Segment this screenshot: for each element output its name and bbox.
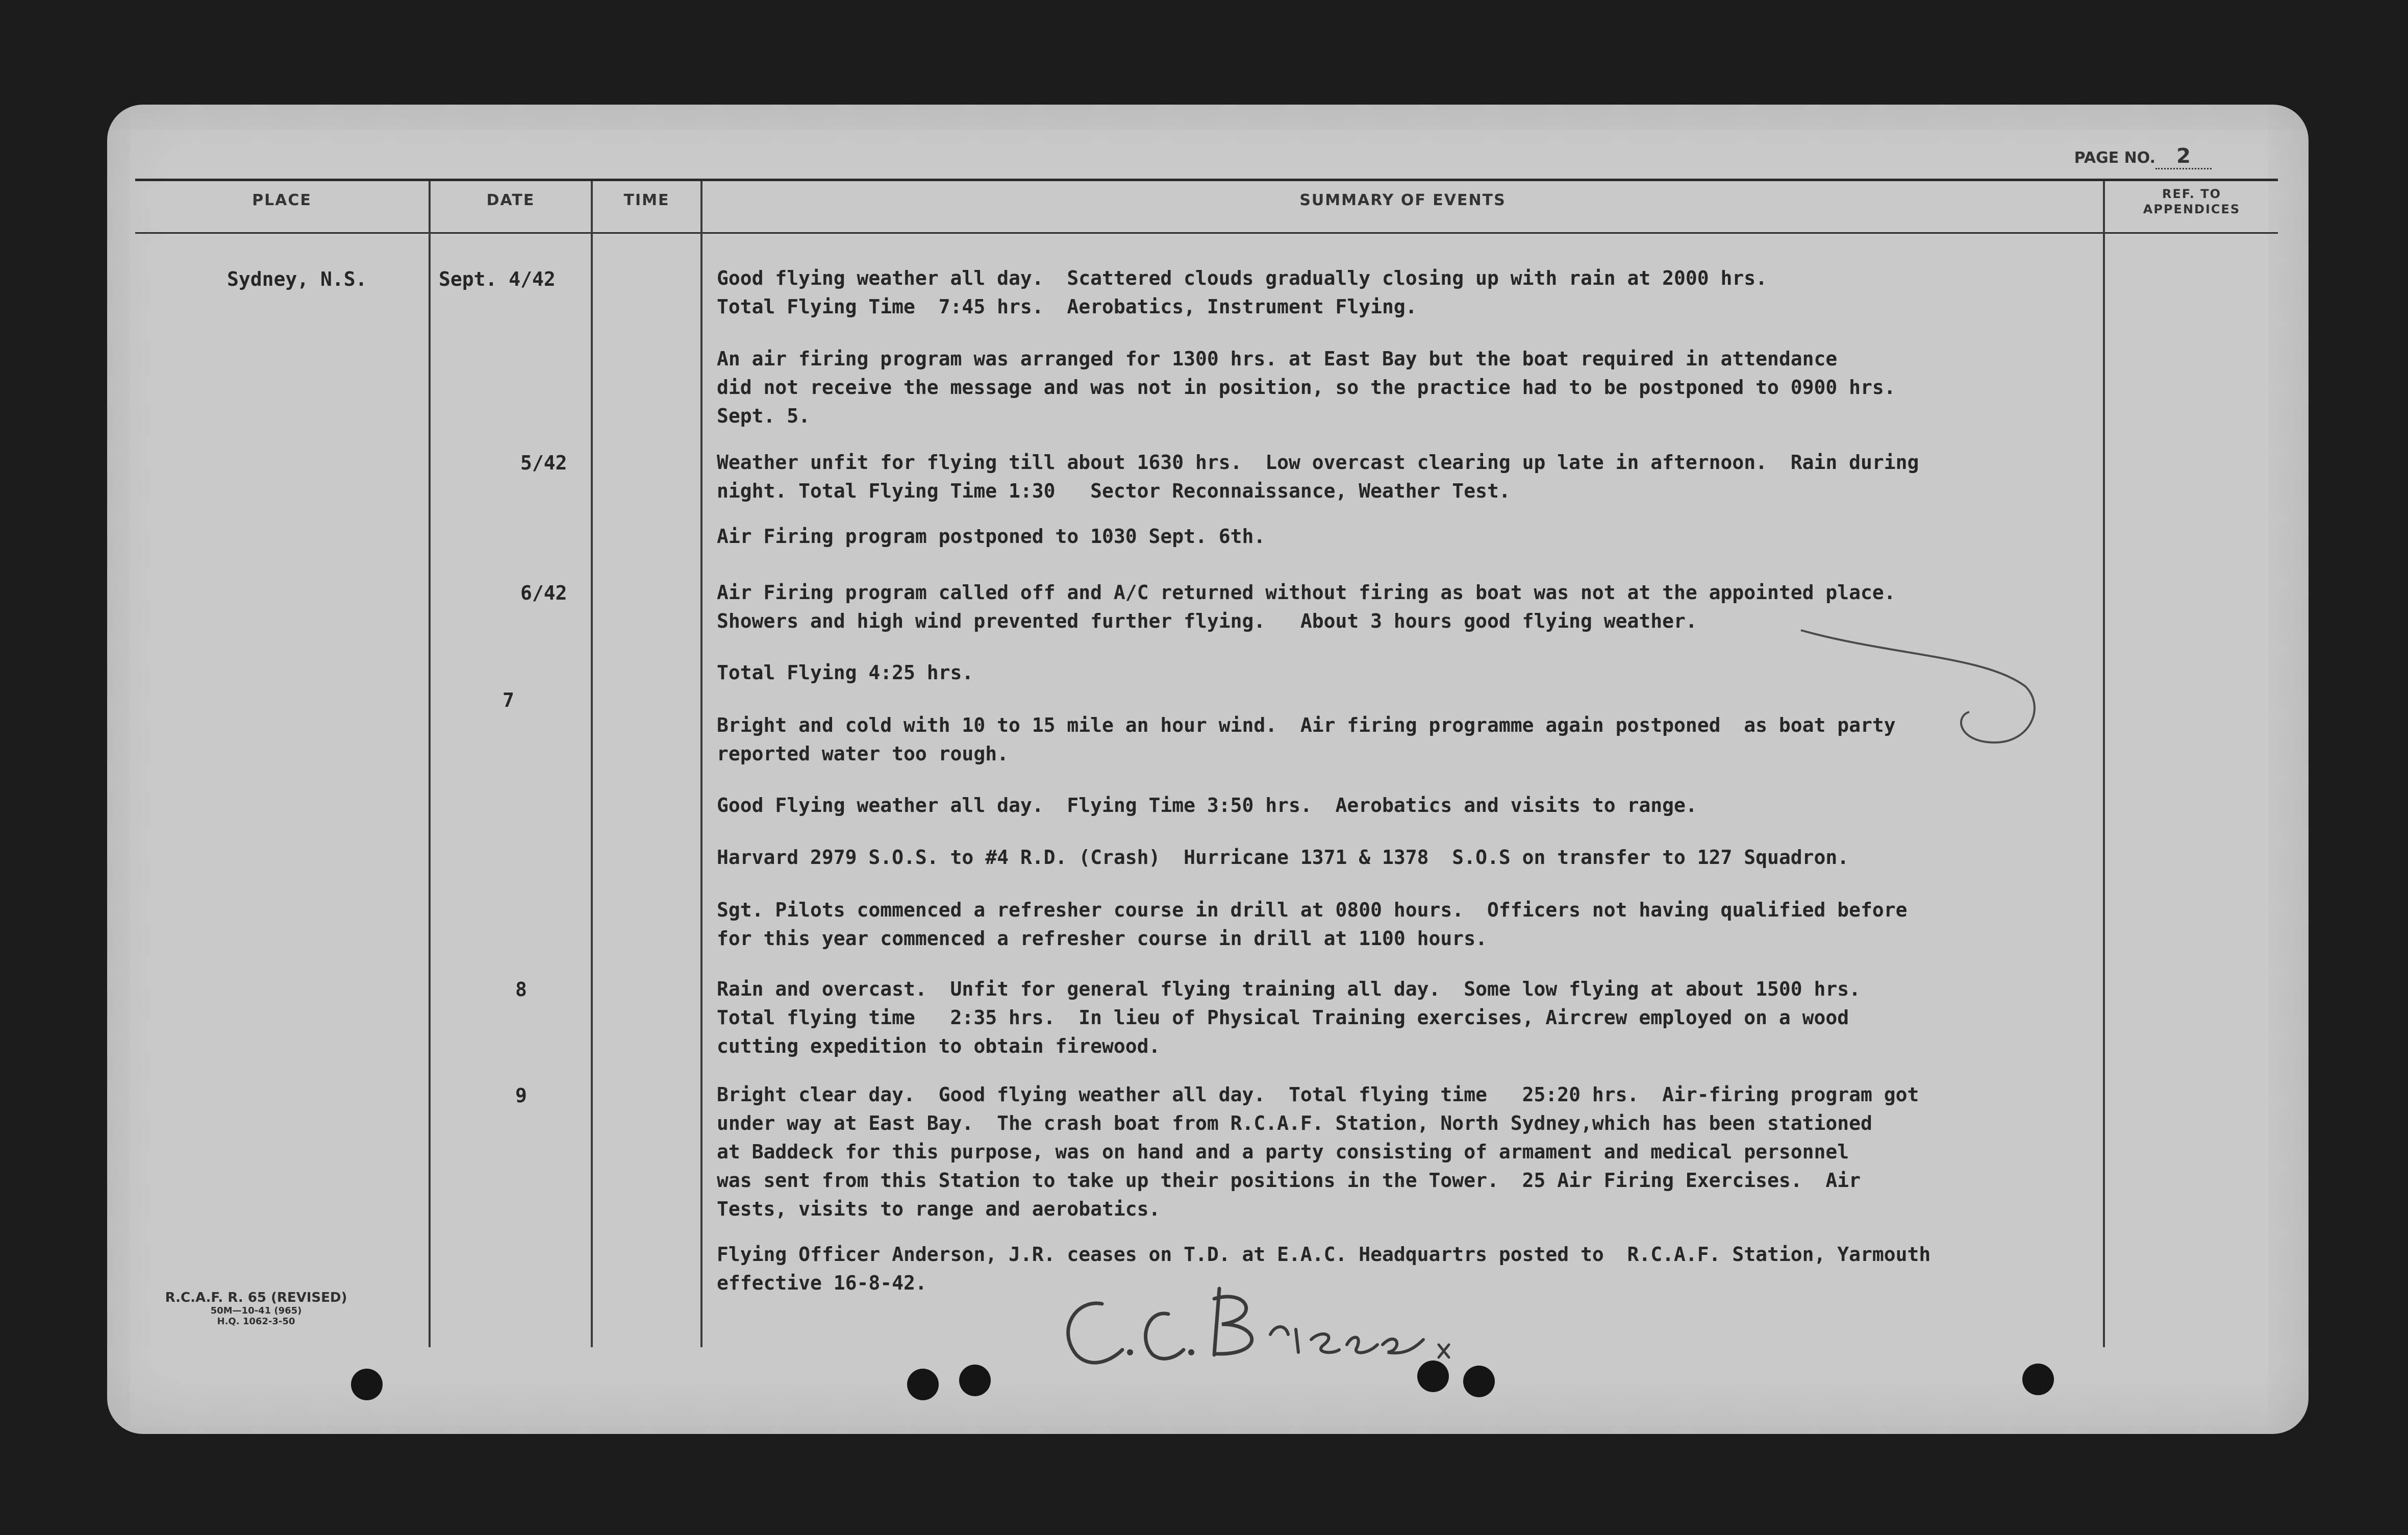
date-divider (591, 181, 593, 1347)
punch-hole (2022, 1364, 2054, 1395)
entry-sept6-total: Total Flying 4:25 hrs. (717, 661, 974, 684)
place-value: Sydney, N.S. (227, 268, 367, 290)
ref-divider (2103, 181, 2105, 1347)
entry-sept5-weather: Weather unfit for flying till about 1630 hrs. Low overcast clearing up late in afternoon. Rain during night. Total Flying Time 1:30 Sector Reconnaissance, Weather Test. (717, 451, 1919, 502)
date-8: 8 (515, 978, 527, 1001)
entry-sept9-air-firing: Bright clear day. Good flying weather all day. Total flying time 25:20 hrs. Air-firing program got under way at East Bay. The crash boat from R.C.A.F. Station, North Sydney,which has been stationed at Baddeck for this purpose, was on hand and a party consisting of armament and medical personnel was sent from this Station to take up their positions in the Tower. 25 Air Firing Exercises. Air Tests, visits to range and aerobatics. (717, 1083, 1919, 1220)
entry-sept5-postponed: Air Firing program postponed to 1030 Sept. 6th. (717, 525, 1266, 548)
entry-sept7-aircraft: Harvard 2979 S.O.S. to #4 R.D. (Crash) Hurricane 1371 & 1378 S.O.S on transfer to 127 Squadron. (717, 846, 1849, 869)
date-header: DATE (486, 191, 535, 209)
punch-hole (351, 1369, 383, 1400)
date-6: 6/42 (520, 582, 567, 604)
entry-sept7-flying: Good Flying weather all day. Flying Time 3:50 hrs. Aerobatics and visits to range. (717, 794, 1697, 816)
entry-sept4-weather: Good flying weather all day. Scattered clouds gradually closing up with rain at 2000 hrs. Total Flying Time 7:45 hrs. Aerobatics, Instrument Flying. (717, 267, 1768, 318)
entry-sept4-air-firing: An air firing program was arranged for 1300 hrs. at East Bay but the boat required in attendance did not receive the message and was not in position, so the practice had to be postponed to 0900 hrs. Sept. 5. (717, 348, 1896, 427)
entry-sept9-posting: Flying Officer Anderson, J.R. ceases on T.D. at E.A.C. Headquartrs posted to R.C.A.F. Station, Yarmouth effective 16-8-42. (717, 1243, 1931, 1294)
punch-hole (1463, 1366, 1495, 1397)
entry-sept8-weather: Rain and overcast. Unfit for general flying training all day. Some low flying at about 1500 hrs. Total flying time 2:35 hrs. In lieu of Physical Training exercises, Aircrew employed on a wood cutting expedition to obtain firewood. (717, 978, 1861, 1057)
entry-sept7-weather: Bright and cold with 10 to 15 mile an hour wind. Air firing programme again postponed as boat party reported water too rough. (717, 714, 1896, 765)
pencil-loop-mark (1791, 625, 2046, 758)
entry-sept6-called-off: Air Firing program called off and A/C returned without firing as boat was not at the appointed place. Showers and high wind prevented further flying. About 3 hours good flying weather. (717, 581, 1896, 632)
form-number-line3: H.Q. 1062-3-50 (217, 1316, 295, 1327)
date-9: 9 (515, 1084, 527, 1107)
time-header: TIME (623, 191, 670, 209)
punch-hole (959, 1365, 991, 1396)
date-sept-4: Sept. 4/42 (439, 268, 556, 290)
place-header: PLACE (252, 191, 312, 209)
date-5: 5/42 (520, 452, 567, 474)
punch-hole (907, 1369, 939, 1400)
page-number-label: PAGE NO. (2074, 149, 2155, 167)
page-number-value: 2 (2155, 144, 2212, 169)
ref-header-line2: APPENDICES (2143, 202, 2241, 216)
ref-header (2105, 186, 2278, 217)
page-number (2074, 144, 2212, 169)
diary-card (107, 105, 2309, 1434)
form-number (139, 1290, 373, 1327)
form-number-line2: 50M—10-41 (965) (210, 1305, 302, 1316)
header-rule (135, 232, 2278, 234)
ref-header-line1: REF. TO (2162, 187, 2221, 201)
entry-sept7-drill: Sgt. Pilots commenced a refresher course in drill at 0800 hours. Officers not having qualified before for this year commenced a refresher course in drill at 1100 hours. (717, 899, 1908, 950)
date-7: 7 (503, 689, 514, 711)
summary-header: SUMMARY OF EVENTS (1299, 191, 1506, 209)
time-divider (700, 181, 703, 1347)
top-rule (135, 179, 2278, 181)
form-number-line1: R.C.A.F. R. 65 (REVISED) (165, 1290, 347, 1305)
punch-hole (1417, 1360, 1449, 1392)
place-divider (429, 181, 431, 1347)
